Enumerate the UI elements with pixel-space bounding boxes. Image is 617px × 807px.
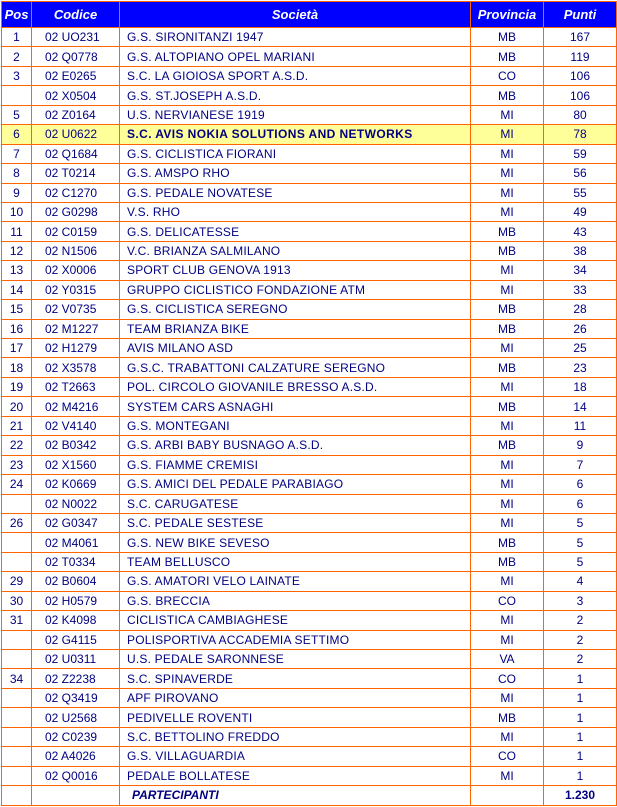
cell-punti: 106 [544,66,617,85]
ranking-table [1,1,617,806]
cell-societa: SYSTEM CARS ASNAGHI [120,397,471,416]
table-row [2,202,617,221]
cell-codice: 02 K0669 [32,475,120,494]
cell-pos [2,650,32,669]
table-row [2,261,617,280]
cell-codice: 02 UO231 [32,28,120,47]
cell-pos [2,86,32,105]
cell-provincia: MI [471,727,544,746]
cell-pos: 9 [2,183,32,202]
cell-societa: TEAM BELLUSCO [120,552,471,571]
cell-punti: 80 [544,105,617,124]
cell-societa: G.S. FIAMME CREMISI [120,455,471,474]
cell-codice: 02 B0604 [32,572,120,591]
cell-societa: S.C. PEDALE SESTESE [120,513,471,532]
cell-provincia: MB [471,436,544,455]
cell-provincia: MB [471,552,544,571]
table-row [2,377,617,396]
table-row [2,183,617,202]
cell-provincia: MI [471,261,544,280]
cell-codice: 02 Q0778 [32,47,120,66]
cell-provincia: MB [471,397,544,416]
cell-punti: 5 [544,533,617,552]
cell-provincia: MI [471,339,544,358]
cell-punti: 4 [544,572,617,591]
cell-provincia: MB [471,358,544,377]
cell-codice: 02 G4115 [32,630,120,649]
table-row [2,727,617,746]
cell-provincia: MI [471,494,544,513]
table-row [2,436,617,455]
cell-provincia: MB [471,708,544,727]
header-pos: Pos [2,2,32,28]
table-row [2,125,617,144]
cell-societa: G.S. AMATORI VELO LAINATE [120,572,471,591]
total-points: 1.230 [544,786,617,805]
table-row [2,47,617,66]
cell-pos [2,727,32,746]
cell-pos [2,552,32,571]
cell-pos: 18 [2,358,32,377]
table-row [2,66,617,85]
cell-pos: 13 [2,261,32,280]
cell-punti: 9 [544,436,617,455]
cell-societa: G.S. DELICATESSE [120,222,471,241]
footer-row [2,786,617,805]
cell-provincia: MI [471,611,544,630]
table-row [2,339,617,358]
cell-provincia: MI [471,572,544,591]
cell-societa: G.S. CICLISTICA FIORANI [120,144,471,163]
cell-societa: PEDIVELLE ROVENTI [120,708,471,727]
table-row [2,222,617,241]
cell-punti: 23 [544,358,617,377]
cell-codice: 02 H1279 [32,339,120,358]
cell-pos: 10 [2,202,32,221]
cell-societa: G.S. ALTOPIANO OPEL MARIANI [120,47,471,66]
cell-codice: 02 Y0315 [32,280,120,299]
cell-pos: 6 [2,125,32,144]
cell-societa: G.S. ARBI BABY BUSNAGO A.S.D. [120,436,471,455]
cell-pos: 3 [2,66,32,85]
cell-provincia: MI [471,513,544,532]
cell-provincia: MB [471,533,544,552]
cell-codice: 02 Q1684 [32,144,120,163]
cell-codice: 02 C0239 [32,727,120,746]
cell-codice: 02 Q3419 [32,688,120,707]
cell-provincia: MI [471,630,544,649]
cell-provincia: MB [471,300,544,319]
table-row [2,416,617,435]
cell-punti: 14 [544,397,617,416]
cell-pos: 23 [2,455,32,474]
cell-codice: 02 X0504 [32,86,120,105]
table-row [2,319,617,338]
table-row [2,747,617,766]
cell-pos [2,766,32,785]
cell-pos: 29 [2,572,32,591]
cell-pos: 31 [2,611,32,630]
cell-pos: 17 [2,339,32,358]
cell-societa: S.C. LA GIOIOSA SPORT A.S.D. [120,66,471,85]
table-row [2,28,617,47]
cell-societa: G.S. MONTEGANI [120,416,471,435]
cell-punti: 7 [544,455,617,474]
table-row [2,455,617,474]
table-row [2,475,617,494]
header-row [2,2,617,28]
table-row [2,105,617,124]
cell-societa: CICLISTICA CAMBIAGHESE [120,611,471,630]
cell-pos [2,533,32,552]
cell-provincia: MB [471,319,544,338]
cell-punti: 11 [544,416,617,435]
cell-provincia: MB [471,47,544,66]
footer-empty-pos [2,786,32,805]
header-societa: Società [120,2,471,28]
cell-codice: 02 A4026 [32,747,120,766]
cell-provincia: MB [471,241,544,260]
cell-pos [2,688,32,707]
header-codice: Codice [32,2,120,28]
table-row [2,144,617,163]
cell-societa: PEDALE BOLLATESE [120,766,471,785]
cell-pos [2,747,32,766]
cell-societa: V.S. RHO [120,202,471,221]
cell-societa: S.C. CARUGATESE [120,494,471,513]
cell-societa: G.S. NEW BIKE SEVESO [120,533,471,552]
cell-provincia: MB [471,222,544,241]
cell-societa: S.C. AVIS NOKIA SOLUTIONS AND NETWORKS [120,125,471,144]
cell-provincia: MI [471,105,544,124]
table-row [2,300,617,319]
table-row [2,572,617,591]
cell-pos: 34 [2,669,32,688]
ranking-body [2,28,617,786]
cell-provincia: MI [471,416,544,435]
cell-provincia: MI [471,377,544,396]
cell-punti: 6 [544,475,617,494]
table-row [2,358,617,377]
cell-provincia: MI [471,688,544,707]
cell-punti: 1 [544,688,617,707]
footer-empty-codice [32,786,120,805]
cell-punti: 106 [544,86,617,105]
table-row [2,591,617,610]
cell-punti: 2 [544,650,617,669]
cell-provincia: MI [471,202,544,221]
cell-punti: 6 [544,494,617,513]
cell-punti: 119 [544,47,617,66]
cell-codice: 02 B0342 [32,436,120,455]
cell-pos: 20 [2,397,32,416]
cell-punti: 25 [544,339,617,358]
cell-codice: 02 U0311 [32,650,120,669]
cell-punti: 1 [544,747,617,766]
table-row [2,494,617,513]
cell-provincia: MI [471,183,544,202]
header-provincia: Provincia [471,2,544,28]
cell-provincia: MI [471,766,544,785]
table-row [2,650,617,669]
cell-punti: 43 [544,222,617,241]
table-row [2,669,617,688]
cell-punti: 3 [544,591,617,610]
cell-codice: 02 X1560 [32,455,120,474]
cell-provincia: MI [471,455,544,474]
cell-societa: G.S. VILLAGUARDIA [120,747,471,766]
cell-punti: 1 [544,766,617,785]
cell-punti: 2 [544,630,617,649]
table-row [2,241,617,260]
cell-punti: 38 [544,241,617,260]
cell-pos: 21 [2,416,32,435]
cell-codice: 02 C1270 [32,183,120,202]
cell-pos: 1 [2,28,32,47]
cell-codice: 02 M1227 [32,319,120,338]
cell-codice: 02 U0622 [32,125,120,144]
cell-pos: 11 [2,222,32,241]
cell-codice: 02 X3578 [32,358,120,377]
cell-punti: 28 [544,300,617,319]
cell-punti: 18 [544,377,617,396]
cell-pos: 7 [2,144,32,163]
table-row [2,630,617,649]
cell-pos: 24 [2,475,32,494]
table-row [2,766,617,785]
cell-codice: 02 G0347 [32,513,120,532]
table-row [2,280,617,299]
cell-punti: 26 [544,319,617,338]
cell-pos: 14 [2,280,32,299]
cell-pos: 2 [2,47,32,66]
cell-codice: 02 H0579 [32,591,120,610]
cell-provincia: CO [471,591,544,610]
cell-societa: APF PIROVANO [120,688,471,707]
table-row [2,552,617,571]
cell-pos: 22 [2,436,32,455]
cell-punti: 49 [544,202,617,221]
participants-label: PARTECIPANTI [120,786,471,805]
table-row [2,688,617,707]
cell-societa: U.S. PEDALE SARONNESE [120,650,471,669]
cell-pos: 8 [2,164,32,183]
cell-provincia: CO [471,669,544,688]
cell-codice: 02 T0334 [32,552,120,571]
cell-punti: 1 [544,708,617,727]
cell-codice: 02 G0298 [32,202,120,221]
cell-codice: 02 Z0164 [32,105,120,124]
cell-punti: 2 [544,611,617,630]
table-row [2,164,617,183]
cell-codice: 02 X0006 [32,261,120,280]
cell-punti: 5 [544,552,617,571]
cell-societa: AVIS MILANO ASD [120,339,471,358]
cell-provincia: VA [471,650,544,669]
cell-societa: G.S. CICLISTICA SEREGNO [120,300,471,319]
cell-codice: 02 N1506 [32,241,120,260]
cell-punti: 55 [544,183,617,202]
table-row [2,397,617,416]
cell-punti: 59 [544,144,617,163]
cell-codice: 02 U2568 [32,708,120,727]
cell-pos: 19 [2,377,32,396]
cell-pos: 16 [2,319,32,338]
cell-provincia: MI [471,475,544,494]
cell-societa: S.C. BETTOLINO FREDDO [120,727,471,746]
cell-punti: 78 [544,125,617,144]
table-row [2,611,617,630]
cell-provincia: CO [471,747,544,766]
cell-societa: G.S.C. TRABATTONI CALZATURE SEREGNO [120,358,471,377]
cell-societa: G.S. AMICI DEL PEDALE PARABIAGO [120,475,471,494]
cell-provincia: CO [471,66,544,85]
cell-pos: 26 [2,513,32,532]
cell-punti: 33 [544,280,617,299]
cell-codice: 02 M4061 [32,533,120,552]
cell-provincia: MB [471,86,544,105]
table-row [2,86,617,105]
cell-provincia: MB [471,28,544,47]
table-row [2,708,617,727]
cell-codice: 02 C0159 [32,222,120,241]
cell-pos: 15 [2,300,32,319]
cell-codice: 02 Q0016 [32,766,120,785]
cell-codice: 02 V0735 [32,300,120,319]
cell-societa: G.S. ST.JOSEPH A.S.D. [120,86,471,105]
cell-codice: 02 V4140 [32,416,120,435]
cell-provincia: MI [471,164,544,183]
cell-codice: 02 M4216 [32,397,120,416]
cell-codice: 02 E0265 [32,66,120,85]
cell-societa: SPORT CLUB GENOVA 1913 [120,261,471,280]
cell-societa: S.C. SPINAVERDE [120,669,471,688]
cell-punti: 56 [544,164,617,183]
cell-provincia: MI [471,280,544,299]
cell-codice: 02 T2663 [32,377,120,396]
cell-pos [2,708,32,727]
cell-provincia: MI [471,125,544,144]
cell-pos: 30 [2,591,32,610]
cell-punti: 167 [544,28,617,47]
cell-pos: 5 [2,105,32,124]
cell-pos: 12 [2,241,32,260]
cell-codice: 02 Z2238 [32,669,120,688]
cell-pos [2,494,32,513]
cell-societa: U.S. NERVIANESE 1919 [120,105,471,124]
cell-societa: TEAM BRIANZA BIKE [120,319,471,338]
table-row [2,533,617,552]
footer-empty-provincia [471,786,544,805]
cell-societa: GRUPPO CICLISTICO FONDAZIONE ATM [120,280,471,299]
cell-punti: 34 [544,261,617,280]
cell-codice: 02 N0022 [32,494,120,513]
cell-societa: G.S. AMSPO RHO [120,164,471,183]
cell-punti: 1 [544,727,617,746]
cell-codice: 02 K4098 [32,611,120,630]
cell-societa: V.C. BRIANZA SALMILANO [120,241,471,260]
header-punti: Punti [544,2,617,28]
cell-punti: 1 [544,669,617,688]
cell-provincia: MI [471,144,544,163]
cell-societa: G.S. BRECCIA [120,591,471,610]
table-row [2,513,617,532]
cell-societa: G.S. SIRONITANZI 1947 [120,28,471,47]
cell-societa: POLISPORTIVA ACCADEMIA SETTIMO [120,630,471,649]
cell-codice: 02 T0214 [32,164,120,183]
cell-societa: POL. CIRCOLO GIOVANILE BRESSO A.S.D. [120,377,471,396]
cell-punti: 5 [544,513,617,532]
cell-pos [2,630,32,649]
cell-societa: G.S. PEDALE NOVATESE [120,183,471,202]
